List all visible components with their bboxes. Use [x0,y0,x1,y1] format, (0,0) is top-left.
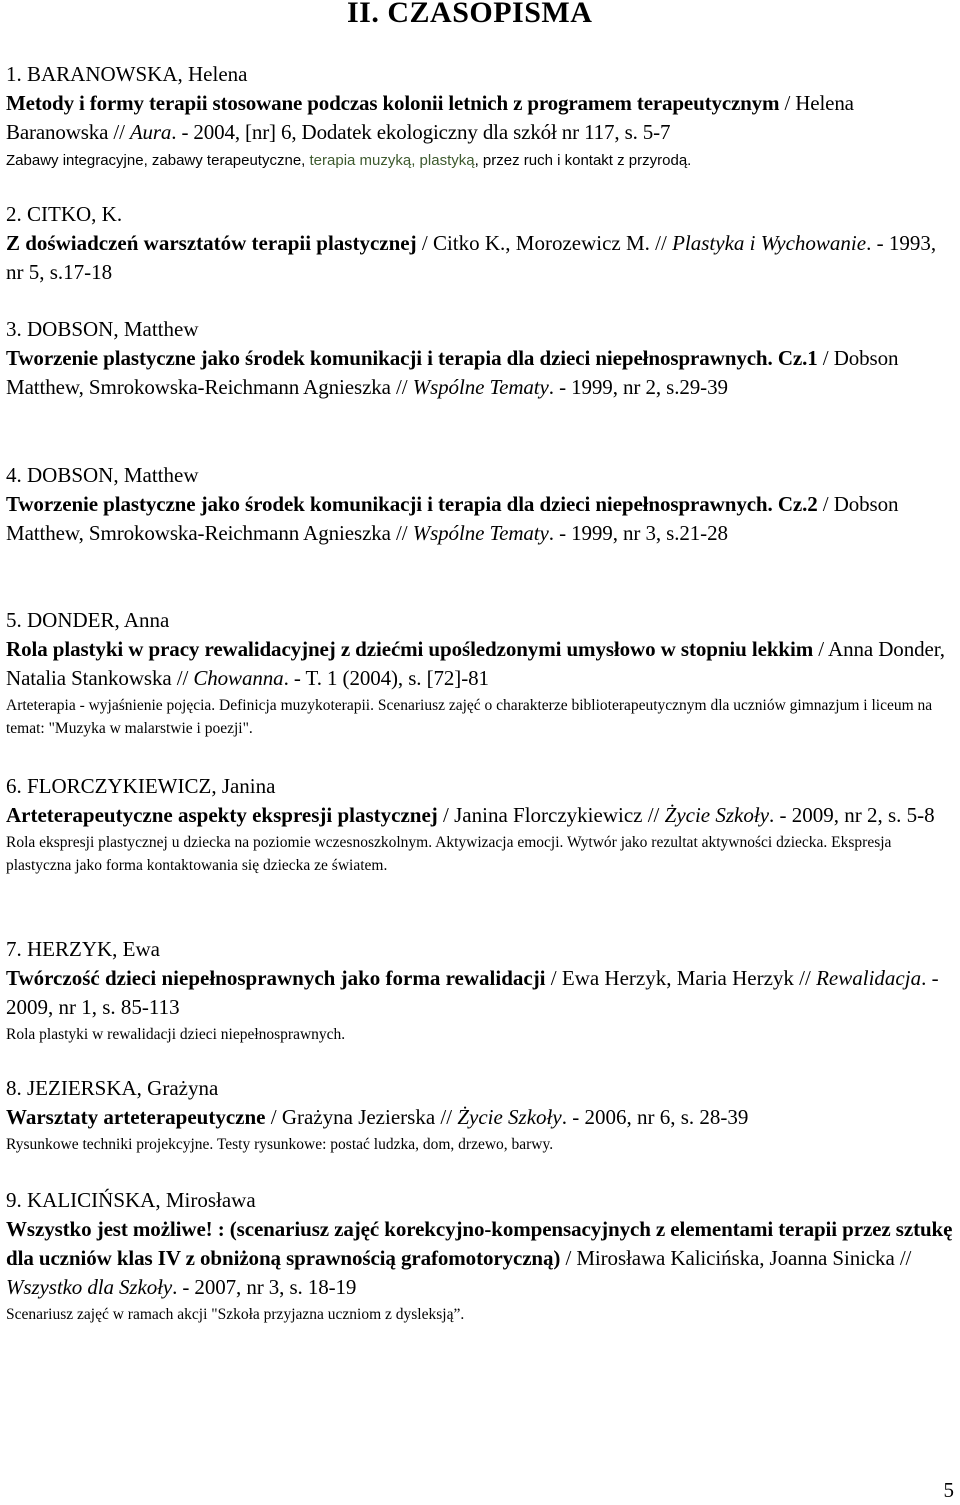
entry-authors: / Dobson Matthew, Smrokowska-Reichmann Agnieszka // [6,346,899,399]
entry-authors: / Grażyna Jezierska // [265,1105,458,1129]
entry-authors: / Dobson Matthew, Smrokowska-Reichmann Agnieszka // [6,492,899,545]
entry-title: Wszystko jest możliwe! : (scenariusz zajęć korekcyjno-kompensacyjnych z elementami terapii przez sztukę dla uczniów klas IV z obniżoną sprawnością grafomotoryczną) [6,1217,953,1270]
bibliography-entry [6,771,956,877]
entry-citation [6,490,956,548]
entry-details: . - 1993, nr 5, s.17-18 [6,231,937,284]
entry-note-part: Zabawy integracyjne, zabawy terapeutyczne, [6,152,310,169]
entry-heading: 6. FLORCZYKIEWICZ, Janina [6,774,276,798]
entry-authors: / Janina Florczykiewicz // [437,803,665,827]
entry-heading: 7. HERZYK, Ewa [6,937,160,961]
entry-citation [6,964,956,1022]
entry-journal: Chowanna [193,666,284,690]
entry-journal: Plastyka i Wychowanie [672,231,867,255]
entry-authors: / Mirosława Kalicińska, Joanna Sinicka // [560,1246,912,1270]
entry-journal: Rewalidacja [816,966,922,990]
entry-heading: 9. KALICIŃSKA, Mirosława [6,1188,256,1212]
page-title: II. CZASOPISMA [347,0,593,29]
entry-title: Tworzenie plastyczne jako środek komunikacji i terapia dla dzieci niepełnosprawnych. Cz.1 [6,346,818,370]
entry-title: Tworzenie plastyczne jako środek komunikacji i terapia dla dzieci niepełnosprawnych. Cz.2 [6,492,818,516]
bibliography-entry [6,314,956,402]
entry-heading: 5. DONDER, Anna [6,608,170,632]
page-number: 5 [943,1478,954,1502]
entry-heading: 8. JEZIERSKA, Grażyna [6,1076,219,1100]
entry-details: . - 2009, nr 2, s. 5-8 [769,803,935,827]
bibliography-entry [6,460,956,548]
entry-heading: 4. DOBSON, Matthew [6,463,199,487]
entry-note [6,149,956,172]
entry-note: Arteterapia - wyjaśnienie pojęcia. Definicja muzykoterapii. Scenariusz zajęć o charakterze biblioterapeutycznym dla uczniów gimnazjum i liceum na temat: "Muzyka w malarstwie i poezji". [6,697,933,737]
entry-citation [6,801,956,830]
entry-note: Rola ekspresji plastycznej u dziecka na poziomie wczesnoszkolnym. Aktywizacja emocji. Wytwór jako rezultat aktywności dziecka. Ekspresja plastyczna jako forma kontaktowania się dziecka ze światem. [6,834,892,874]
entry-journal: Życie Szkoły [457,1105,562,1129]
entry-journal: Aura [129,120,172,144]
entry-details: . - 2007, nr 3, s. 18-19 [172,1275,357,1299]
entry-title: Rola plastyki w pracy rewalidacyjnej z dziećmi upośledzonymi umysłowo w stopniu lekkim [6,637,814,661]
bibliography-entry [6,199,956,287]
entry-note: Rola plastyki w rewalidacji dzieci niepełnosprawnych. [6,1026,346,1043]
entry-journal: Wspólne Tematy [412,375,549,399]
entry-title: Z doświadczeń warsztatów terapii plastycznej [6,231,417,255]
entry-title: Twórczość dzieci niepełnosprawnych jako forma rewalidacji [6,966,546,990]
entry-note-part: terapia muzyką, plastyką [309,152,475,169]
entry-heading: 1. BARANOWSKA, Helena [6,62,248,86]
bibliography-entry [6,1185,956,1326]
entry-citation [6,229,956,287]
bibliography-entry [6,59,956,172]
entry-authors: / Citko K., Morozewicz M. // [416,231,673,255]
entry-heading: 2. CITKO, K. [6,202,123,226]
entry-authors: / Helena Baranowska // [6,91,854,144]
entry-citation [6,635,956,693]
entry-details: . - 1999, nr 3, s.21-28 [548,521,728,545]
entry-note-part: , przez ruch i kontakt z przyrodą. [474,152,692,169]
bibliography-entry [6,1073,956,1156]
entry-journal: Wszystko dla Szkoły [6,1275,173,1299]
entry-details: . - 2009, nr 1, s. 85-113 [6,966,939,1019]
entry-title: Warsztaty arteterapeutyczne [6,1105,266,1129]
entry-details: . - T. 1 (2004), s. [72]-81 [283,666,489,690]
entry-details: . - 2006, nr 6, s. 28-39 [561,1105,749,1129]
entry-heading: 3. DOBSON, Matthew [6,317,199,341]
entry-note: Scenariusz zajęć w ramach akcji "Szkoła przyjazna uczniom z dysleksją”. [6,1306,465,1323]
entry-citation [6,89,956,147]
entry-title: Metody i formy terapii stosowane podczas kolonii letnich z programem terapeutycznym [6,91,780,115]
entry-journal: Wspólne Tematy [412,521,549,545]
entry-citation [6,1215,956,1302]
entry-journal: Życie Szkoły [664,803,770,827]
entry-citation [6,344,956,402]
entry-title: Arteterapeutyczne aspekty ekspresji plastycznej [6,803,438,827]
entry-authors: / Anna Donder, Natalia Stankowska // [6,637,945,690]
entry-authors: / Ewa Herzyk, Maria Herzyk // [545,966,817,990]
bibliography-entry [6,934,956,1046]
bibliography-entry [6,605,956,740]
entry-note: Rysunkowe techniki projekcyjne. Testy rysunkowe: postać ludzka, dom, drzewo, barwy. [6,1136,554,1153]
entry-citation [6,1103,956,1132]
entry-details: . - 1999, nr 2, s.29-39 [548,375,728,399]
entry-details: . - 2004, [nr] 6, Dodatek ekologiczny dla szkół nr 117, s. 5-7 [171,120,671,144]
